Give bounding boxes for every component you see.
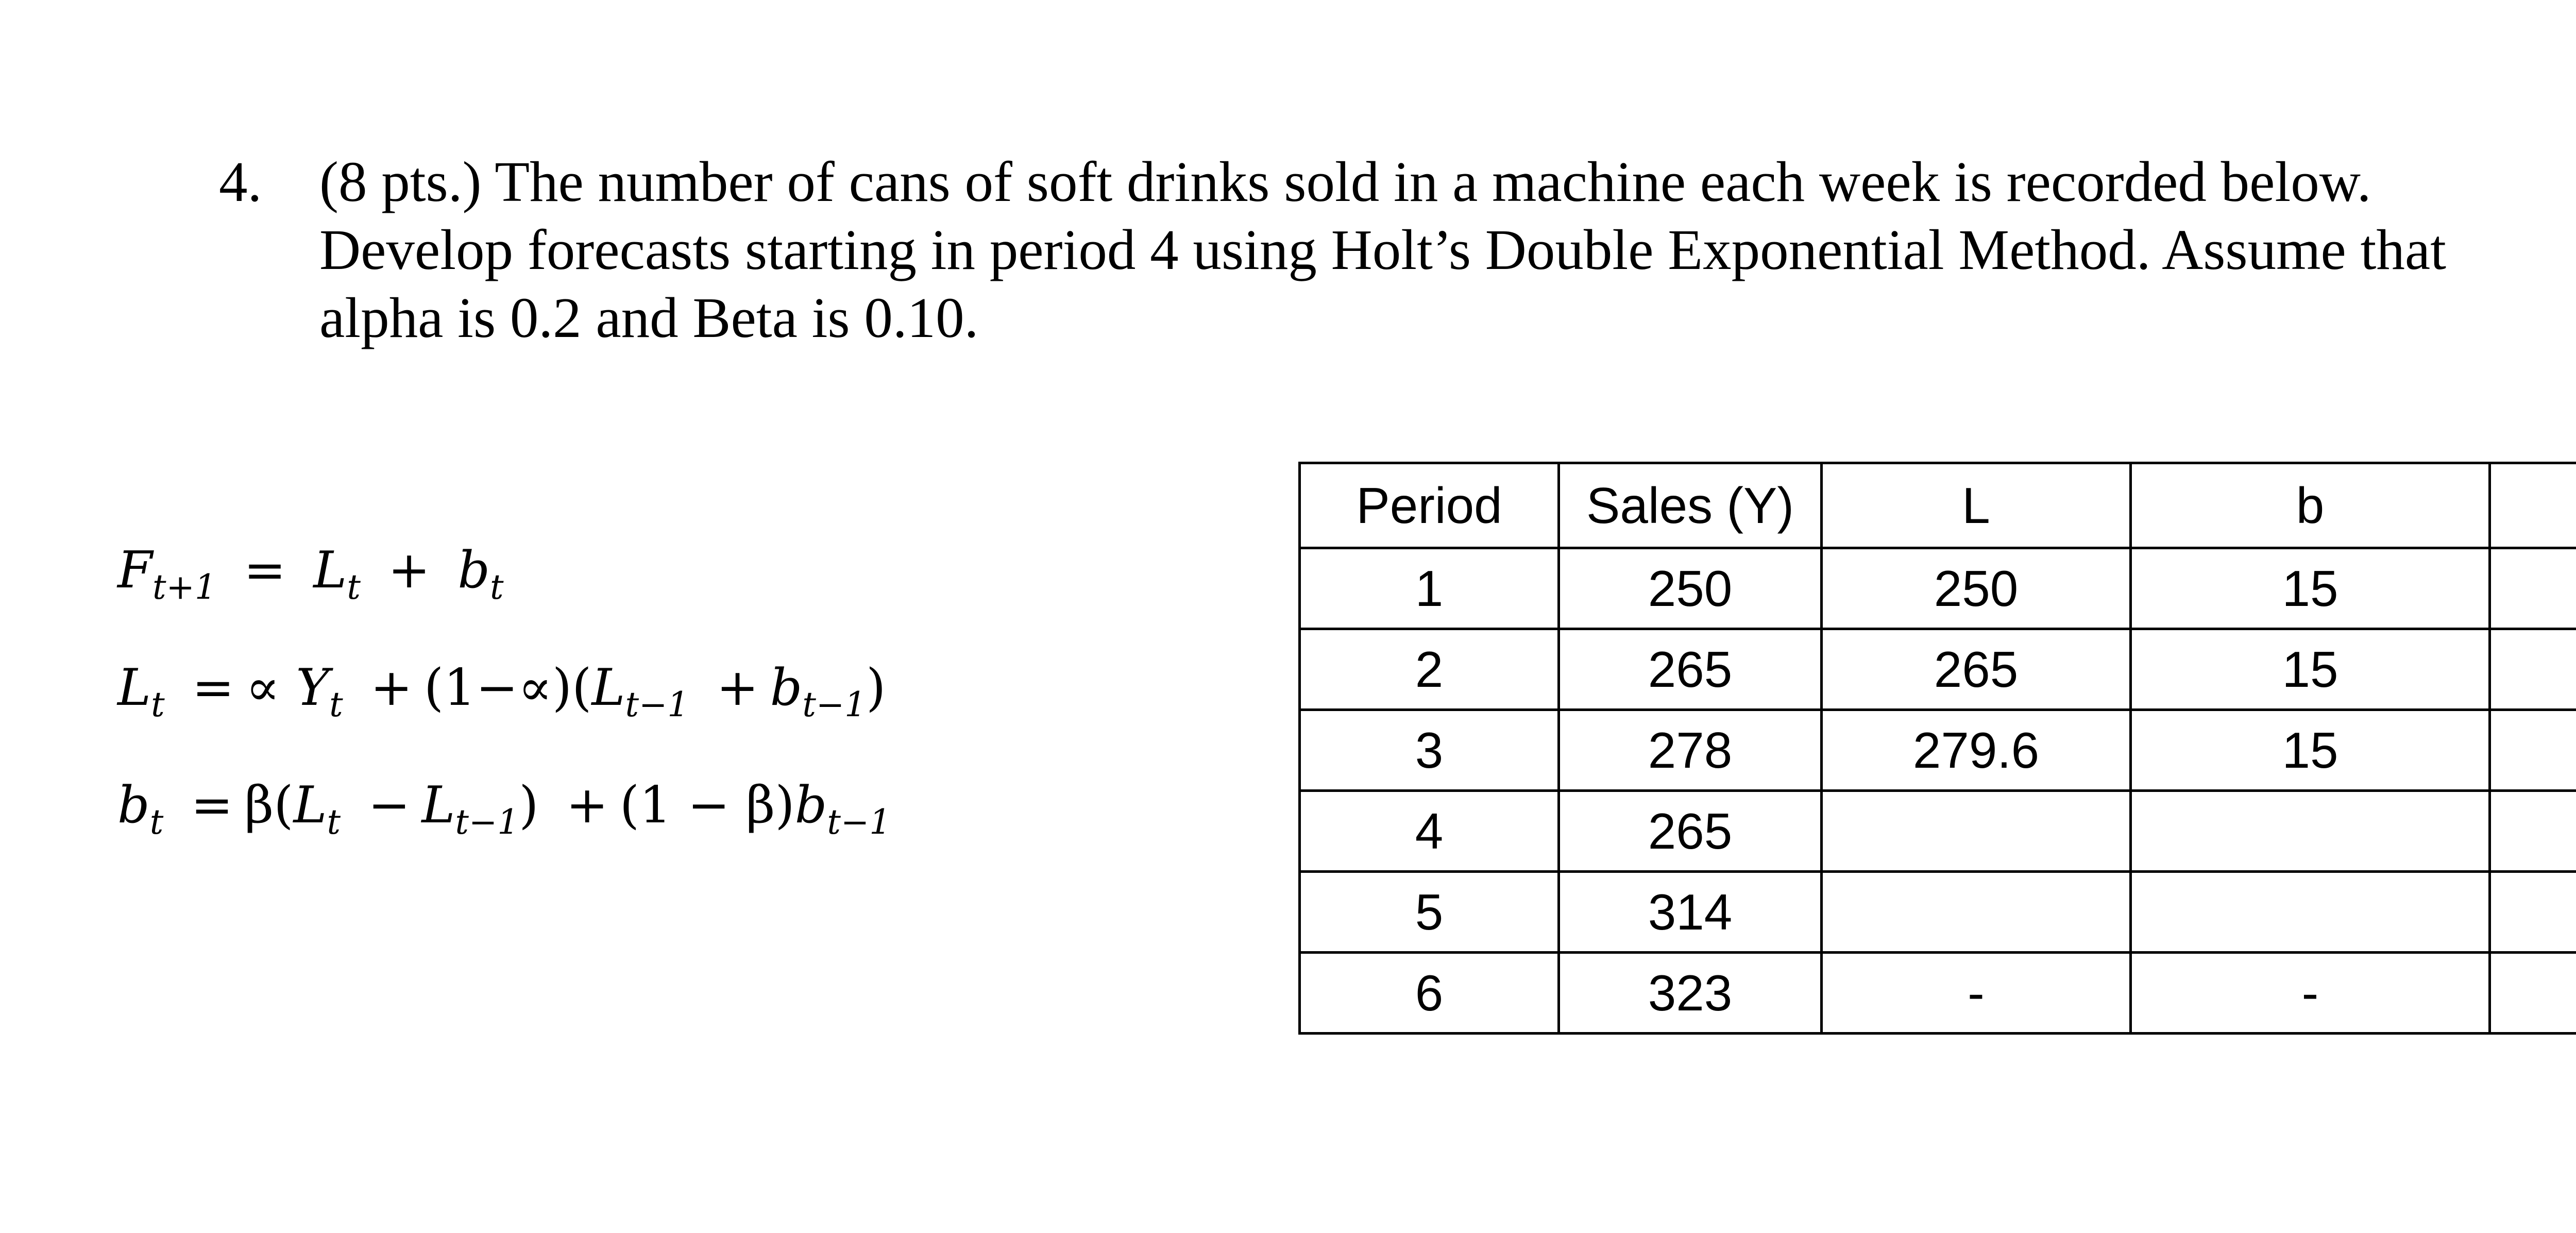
header-sales: Sales (Y)	[1559, 463, 1822, 548]
cell-forecast	[2490, 791, 2576, 872]
cell-trend: -	[2131, 953, 2490, 1034]
trend-formula: $b_t = \beta(L_t - L_{t-1}) + (1 - \beta)b_{t-1}$	[117, 776, 891, 842]
table-row	[1300, 629, 2576, 710]
cell-period: 2	[1300, 629, 1559, 710]
cell-period: 1	[1300, 548, 1559, 629]
problem-line: Develop forecasts starting in period 4 using Holt’s Double Exponential Method. Assume that	[319, 218, 2446, 282]
cell-forecast	[2490, 548, 2576, 629]
cell-sales: 265	[1559, 791, 1822, 872]
cell-trend: 15	[2131, 629, 2490, 710]
holt-data-table	[1298, 462, 2576, 1035]
table-header-row	[1300, 463, 2576, 548]
cell-trend: 15	[2131, 548, 2490, 629]
problem-text	[319, 148, 2576, 352]
cell-forecast	[2490, 629, 2576, 710]
problem-line: (8 pts.) The number of cans of soft drinks sold in a machine each week is recorded below.	[319, 150, 2371, 214]
cell-sales: 265	[1559, 629, 1822, 710]
table-row	[1300, 548, 2576, 629]
cell-trend: 15	[2131, 710, 2490, 791]
table-row	[1300, 710, 2576, 791]
cell-level: 250	[1822, 548, 2131, 629]
header-forecast	[2490, 463, 2576, 548]
problem-line: alpha is 0.2 and Beta is 0.10.	[319, 286, 979, 350]
cell-level: -	[1822, 953, 2131, 1034]
header-period: Period	[1300, 463, 1559, 548]
cell-sales: 278	[1559, 710, 1822, 791]
cell-level	[1822, 872, 2131, 953]
cell-sales: 314	[1559, 872, 1822, 953]
cell-period: 3	[1300, 710, 1559, 791]
cell-sales: 250	[1559, 548, 1822, 629]
cell-period: 6	[1300, 953, 1559, 1034]
header-level: L	[1822, 463, 2131, 548]
header-trend: b	[2131, 463, 2490, 548]
forecast-formula: $F_{t+1} = L_t + b_t$	[117, 541, 504, 607]
table-row	[1300, 791, 2576, 872]
cell-period: 4	[1300, 791, 1559, 872]
cell-forecast	[2490, 953, 2576, 1034]
cell-period: 5	[1300, 872, 1559, 953]
cell-forecast	[2490, 872, 2576, 953]
cell-level: 265	[1822, 629, 2131, 710]
level-formula: $L_t$ = ∝ $Y_t + (1-\propto)(L_{t-1} + b_{t-1})$	[117, 658, 886, 724]
cell-forecast	[2490, 710, 2576, 791]
cell-level: 279.6	[1822, 710, 2131, 791]
problem-number: 4.	[219, 150, 262, 214]
cell-trend	[2131, 872, 2490, 953]
cell-sales: 323	[1559, 953, 1822, 1034]
table-row	[1300, 872, 2576, 953]
table-row	[1300, 953, 2576, 1034]
cell-trend	[2131, 791, 2490, 872]
cell-level	[1822, 791, 2131, 872]
